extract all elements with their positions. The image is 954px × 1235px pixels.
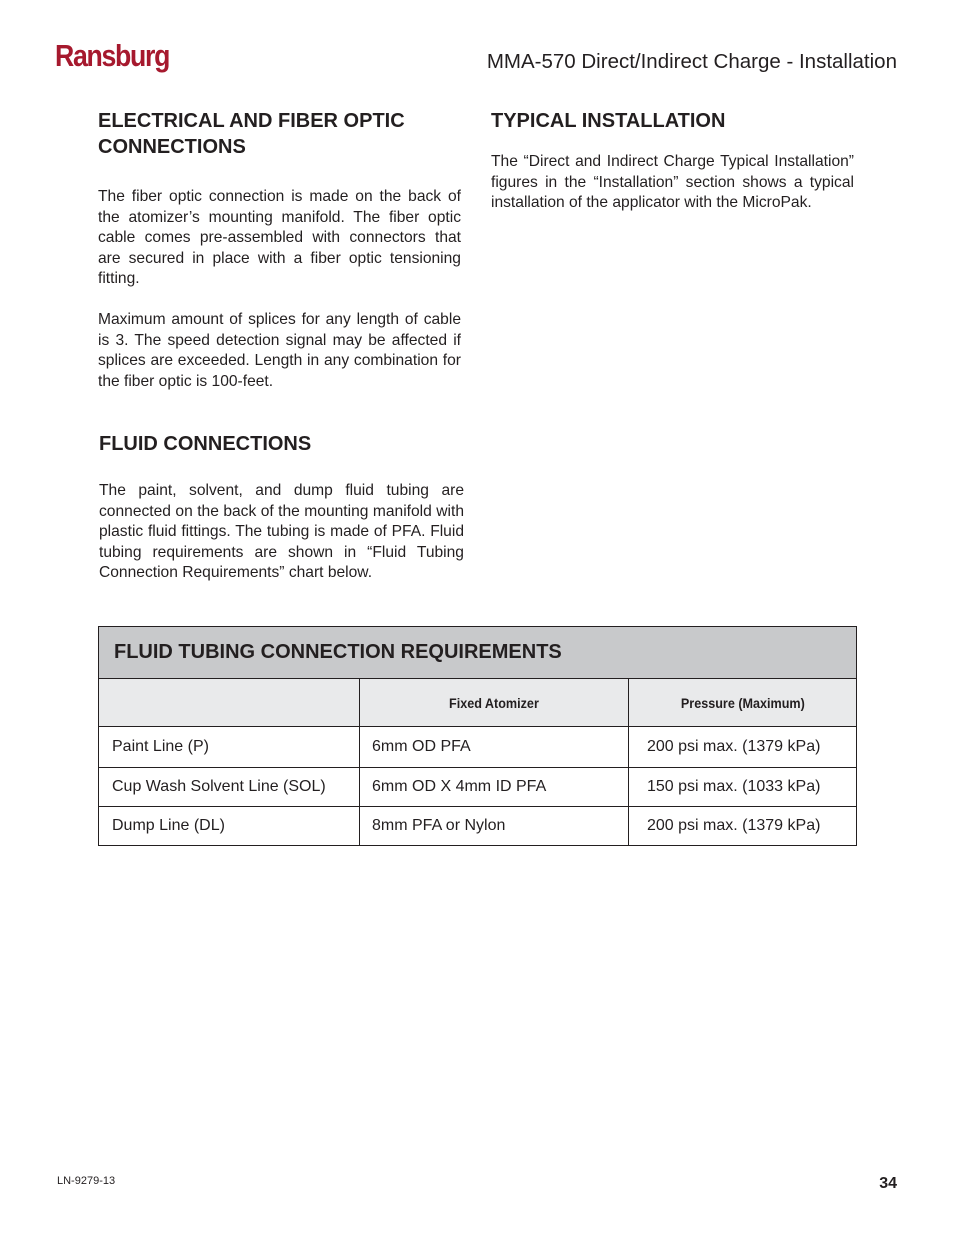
document-number: LN-9279-13 xyxy=(57,1175,116,1187)
table-row xyxy=(99,727,857,768)
typical-installation-heading: TYPICAL INSTALLATION xyxy=(491,110,726,132)
table-row xyxy=(99,807,857,846)
electrical-paragraph-1: The fiber optic connection is made on the back of the atomizer’s mounting manifold. The fiber optic cable comes pre-assembled with connectors that are secured in place with a fiber optic tensioning fitting. xyxy=(98,188,461,287)
fluid-tubing-table xyxy=(98,626,857,846)
table-header-blank xyxy=(99,679,360,727)
page-number: 34 xyxy=(879,1175,897,1192)
table-cell-pressure: 150 psi max. (1033 kPa) xyxy=(629,768,857,807)
table-cell-pressure: 200 psi max. (1379 kPa) xyxy=(629,727,857,768)
table-cell-line: Dump Line (DL) xyxy=(99,807,360,846)
table-cell-atomizer: 6mm OD X 4mm ID PFA xyxy=(360,768,629,807)
electrical-paragraph-2: Maximum amount of splices for any length of cable is 3. The speed detection signal may be affected if splices are exceeded. Length in any combination for the fiber optic is 100-feet. xyxy=(98,311,461,390)
table-cell-line: Cup Wash Solvent Line (SOL) xyxy=(99,768,360,807)
brand-logo: Ransburg xyxy=(55,38,170,73)
table-cell-atomizer: 8mm PFA or Nylon xyxy=(360,807,629,846)
table-row xyxy=(99,768,857,807)
table-title: FLUID TUBING CONNECTION REQUIREMENTS xyxy=(99,627,857,679)
electrical-heading-line2: CONNECTIONS xyxy=(98,136,246,158)
electrical-heading-line1: ELECTRICAL AND FIBER OPTIC xyxy=(98,110,405,132)
table-header-pressure: Pressure (Maximum) xyxy=(629,679,857,727)
typical-installation-paragraph: The “Direct and Indirect Charge Typical Installation” figures in the “Installation” section shows a typical installation of the applicator with the MicroPak. xyxy=(491,153,854,211)
fluid-heading: FLUID CONNECTIONS xyxy=(99,433,312,455)
table-header-fixed-atomizer: Fixed Atomizer xyxy=(360,679,629,727)
table-cell-pressure: 200 psi max. (1379 kPa) xyxy=(629,807,857,846)
document-title: MMA-570 Direct/Indirect Charge - Installation xyxy=(486,50,897,73)
table-cell-atomizer: 6mm OD PFA xyxy=(360,727,629,768)
table-cell-line: Paint Line (P) xyxy=(99,727,360,768)
fluid-paragraph: The paint, solvent, and dump fluid tubing are connected on the back of the mounting manifold with plastic fluid fittings. The tubing is made of PFA. Fluid tubing requirements are shown in “Fluid Tubing Connection Requirements” chart below. xyxy=(99,482,464,581)
electrical-heading xyxy=(98,108,478,160)
